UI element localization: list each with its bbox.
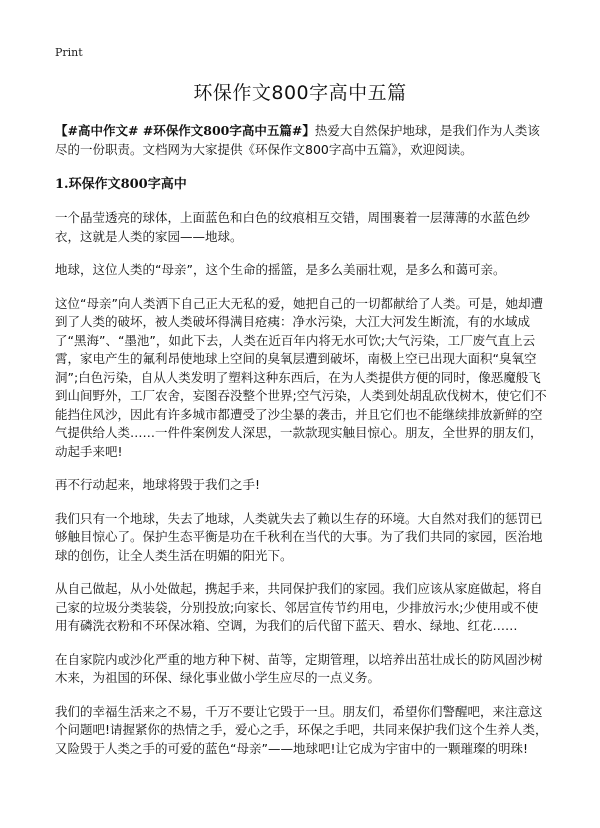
section-heading: 1.环保作文800字高中 <box>55 177 187 192</box>
print-link[interactable]: Print <box>55 46 83 59</box>
paragraph-3: 这位“母亲”向人类洒下自己正大无私的爱，她把自己的一切都献给了人类。可是，她却遭到了人类的破坏，被人类破坏得满目疮痍：净水污染，大江大河发生断流，有的水域成了“黑海”、“墨池”，如此下去，人类在近百年内将无水可饮;大气污染，工厂废气直上云霄，家电产生的氟利昂使地球上空间的臭氧层遭到破坏，南极上空已出现大面积“臭氧空洞”;白色污染，自从人类发明了塑料这种东西后，在为人类提供方便的同时，像恶魔般飞到山间野外，工厂农舍，妄图吞没整个世界;空气污染，人类到处胡乱砍伐树木，使它们不能挡住风沙，因此有许多城市都遭受了沙尘暴的袭击，并且它们也不能继续排放新鲜的空气提供给人类……一件件案例发人深思，一款款现实触目惊心。朋友，全世界的朋友们，动起手来吧! <box>55 295 547 459</box>
paragraph-6: 从自己做起，从小处做起，携起手来，共同保护我们的家园。我们应该从家庭做起，将自己家的垃圾分类装袋，分别投放;向家长、邻居宣传节约用电，少排放污水;少使用或不使用有磷洗衣粉和不环保冰箱、空调，为我们的后代留下蓝天、碧水、绿地、红花…… <box>55 581 543 633</box>
page-title: 环保作文800字高中五篇 <box>193 82 407 104</box>
paragraph-2: 地球，这位人类的“母亲”，这个生命的摇篮，是多么美丽壮观，是多么和蔼可亲。 <box>55 262 506 277</box>
paragraph-7: 在自家院内或沙化严重的地方种下树、苗等，定期管理，以培养出茁壮成长的防风固沙树木来，为祖国的环保、绿化事业做小学生应尽的一点义务。 <box>55 651 543 685</box>
intro-paragraph <box>55 121 550 159</box>
paragraph-8: 我们的幸福生活来之不易，千万不要让它毁于一旦。朋友们，希望你们警醒吧，来注意这个问题吧!请握紧你的热情之手，爱心之手，环保之手吧，共同来保护我们这个生养人类，又险毁于人类之手的可爱的蓝色“母亲”——地球吧!让它成为宇宙中的一颗璀璨的明珠! <box>55 703 548 756</box>
paragraph-1: 一个晶莹透亮的球体，上面蓝色和白色的纹痕相互交错，周围裹着一层薄薄的水蓝色纱衣，这就是人类的家园——地球。 <box>55 210 531 244</box>
article-body <box>55 121 550 773</box>
intro-tags: 【#高中作文# #环保作文800字高中五篇#】 <box>55 123 315 138</box>
paragraph-5: 我们只有一个地球，失去了地球，人类就失去了赖以生存的环境。大自然对我们的惩罚已够触目惊心了。保护生态平衡是功在千秋利在当代的大事。为了我们共同的家园，医治地球的创伤，让全人类生活在明媚的阳光下。 <box>55 510 543 563</box>
paragraph-4: 再不行动起来，地球将毁于我们之手! <box>55 477 261 492</box>
intro-text: 热爱大自然保护地球，是我们作为人类该尽的一份职责。文档网为大家提供《环保作文800字高中五篇》，欢迎阅读。 <box>55 123 540 157</box>
